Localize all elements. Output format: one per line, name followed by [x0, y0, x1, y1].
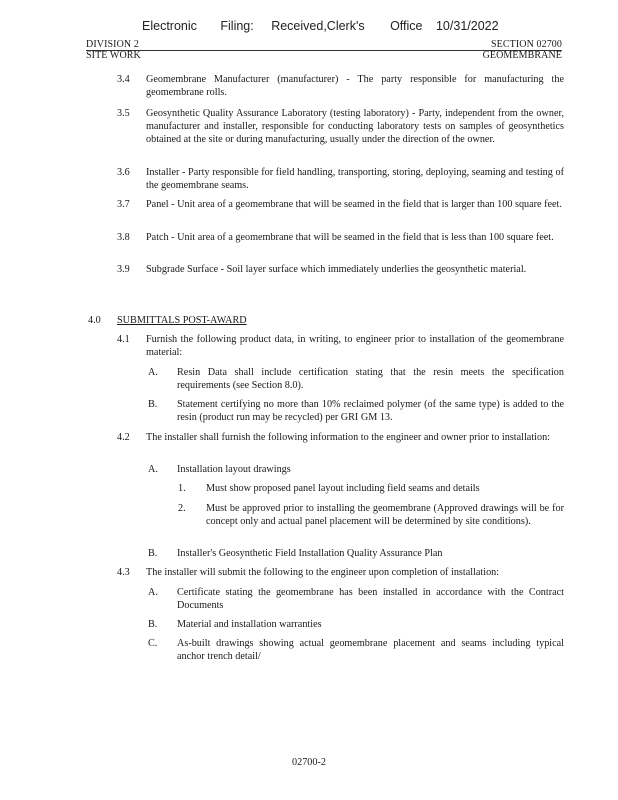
subitem-text: Must be approved prior to installing the geomembrane (Approved drawings will be for concept only and actual panel placement will be determined by site conditions). — [206, 503, 564, 528]
def-number: 3.7 — [117, 199, 130, 210]
site-work-label: SITE WORK — [86, 50, 141, 61]
item-letter: B. — [148, 548, 158, 559]
stamp-electronic: Electronic — [142, 19, 197, 33]
item-text: Certificate stating the geomembrane has been installed in accordance with the Contract Documents — [177, 587, 564, 612]
item-letter: A. — [148, 587, 158, 598]
subsection-text: The installer shall furnish the following information to the engineer and owner prior to installation: — [146, 432, 551, 443]
item-letter: B. — [148, 619, 158, 630]
def-text: Installer - Party responsible for field handling, transporting, storing, deploying, seaming and testing of the geomembrane seams. — [146, 167, 564, 192]
division-label: DIVISION 2 — [86, 39, 139, 50]
item-letter: B. — [148, 399, 158, 410]
def-number: 3.9 — [117, 264, 130, 275]
stamp-received: Received,Clerk's — [271, 19, 365, 33]
subsection-number: 4.3 — [117, 567, 130, 578]
item-text: Resin Data shall include certification stating that the resin meets the specification requirements (see Section 8.0). — [177, 367, 564, 392]
def-text: Geosynthetic Quality Assurance Laboratory (testing laboratory) - Party, independent from the owner, manufacturer and installer, responsible for conducting laboratory tests on samples of geosynthetics obtained at the site or during manufacturing, usually under the direction of the owner. — [146, 108, 564, 146]
subitem-number: 2. — [178, 503, 186, 514]
subsection-text: The installer will submit the following to the engineer upon completion of installation: — [146, 567, 500, 578]
def-number: 3.8 — [117, 232, 130, 243]
def-number: 3.6 — [117, 167, 130, 178]
section-title: GEOMEMBRANE — [482, 50, 562, 61]
def-number: 3.4 — [117, 74, 130, 85]
subsection-text: Furnish the following product data, in writing, to engineer prior to installation of the geomembrane material: — [146, 334, 564, 359]
item-text: As-built drawings showing actual geomembrane placement and seams including typical anchor trench detail/ — [177, 638, 564, 663]
section-number: 4.0 — [88, 315, 101, 326]
item-text: Material and installation warranties — [177, 619, 322, 630]
item-text: Installer's Geosynthetic Field Installation Quality Assurance Plan — [177, 548, 443, 559]
filing-stamp — [142, 19, 499, 33]
section-heading: SUBMITTALS POST-AWARD — [117, 315, 247, 326]
subitem-number: 1. — [178, 483, 186, 494]
def-text: Subgrade Surface - Soil layer surface which immediately underlies the geosynthetic material. — [146, 264, 527, 275]
item-letter: A. — [148, 367, 158, 378]
section-number: SECTION 02700 — [490, 39, 562, 50]
item-letter: A. — [148, 464, 158, 475]
page-number: 02700-2 — [292, 757, 326, 768]
subsection-number: 4.1 — [117, 334, 130, 345]
def-text: Geomembrane Manufacturer (manufacturer) - The party responsible for manufacturing the geomembrane rolls. — [146, 74, 564, 99]
def-text: Patch - Unit area of a geomembrane that will be seamed in the field that is less than 100 square feet. — [146, 232, 554, 243]
stamp-filing: Filing: — [220, 19, 254, 33]
subsection-number: 4.2 — [117, 432, 130, 443]
def-number: 3.5 — [117, 108, 130, 119]
stamp-office: Office — [390, 19, 423, 33]
item-letter: C. — [148, 638, 158, 649]
item-text: Installation layout drawings — [177, 464, 291, 475]
header-divider — [86, 50, 562, 51]
def-text: Panel - Unit area of a geomembrane that will be seamed in the field that is larger than 100 square feet. — [146, 199, 562, 210]
subitem-text: Must show proposed panel layout including field seams and details — [206, 483, 480, 494]
item-text: Statement certifying no more than 10% reclaimed polymer (of the same type) is added to the resin (product run may be recycled) per GRI GM 13. — [177, 399, 564, 424]
stamp-date: 10/31/2022 — [435, 19, 499, 33]
